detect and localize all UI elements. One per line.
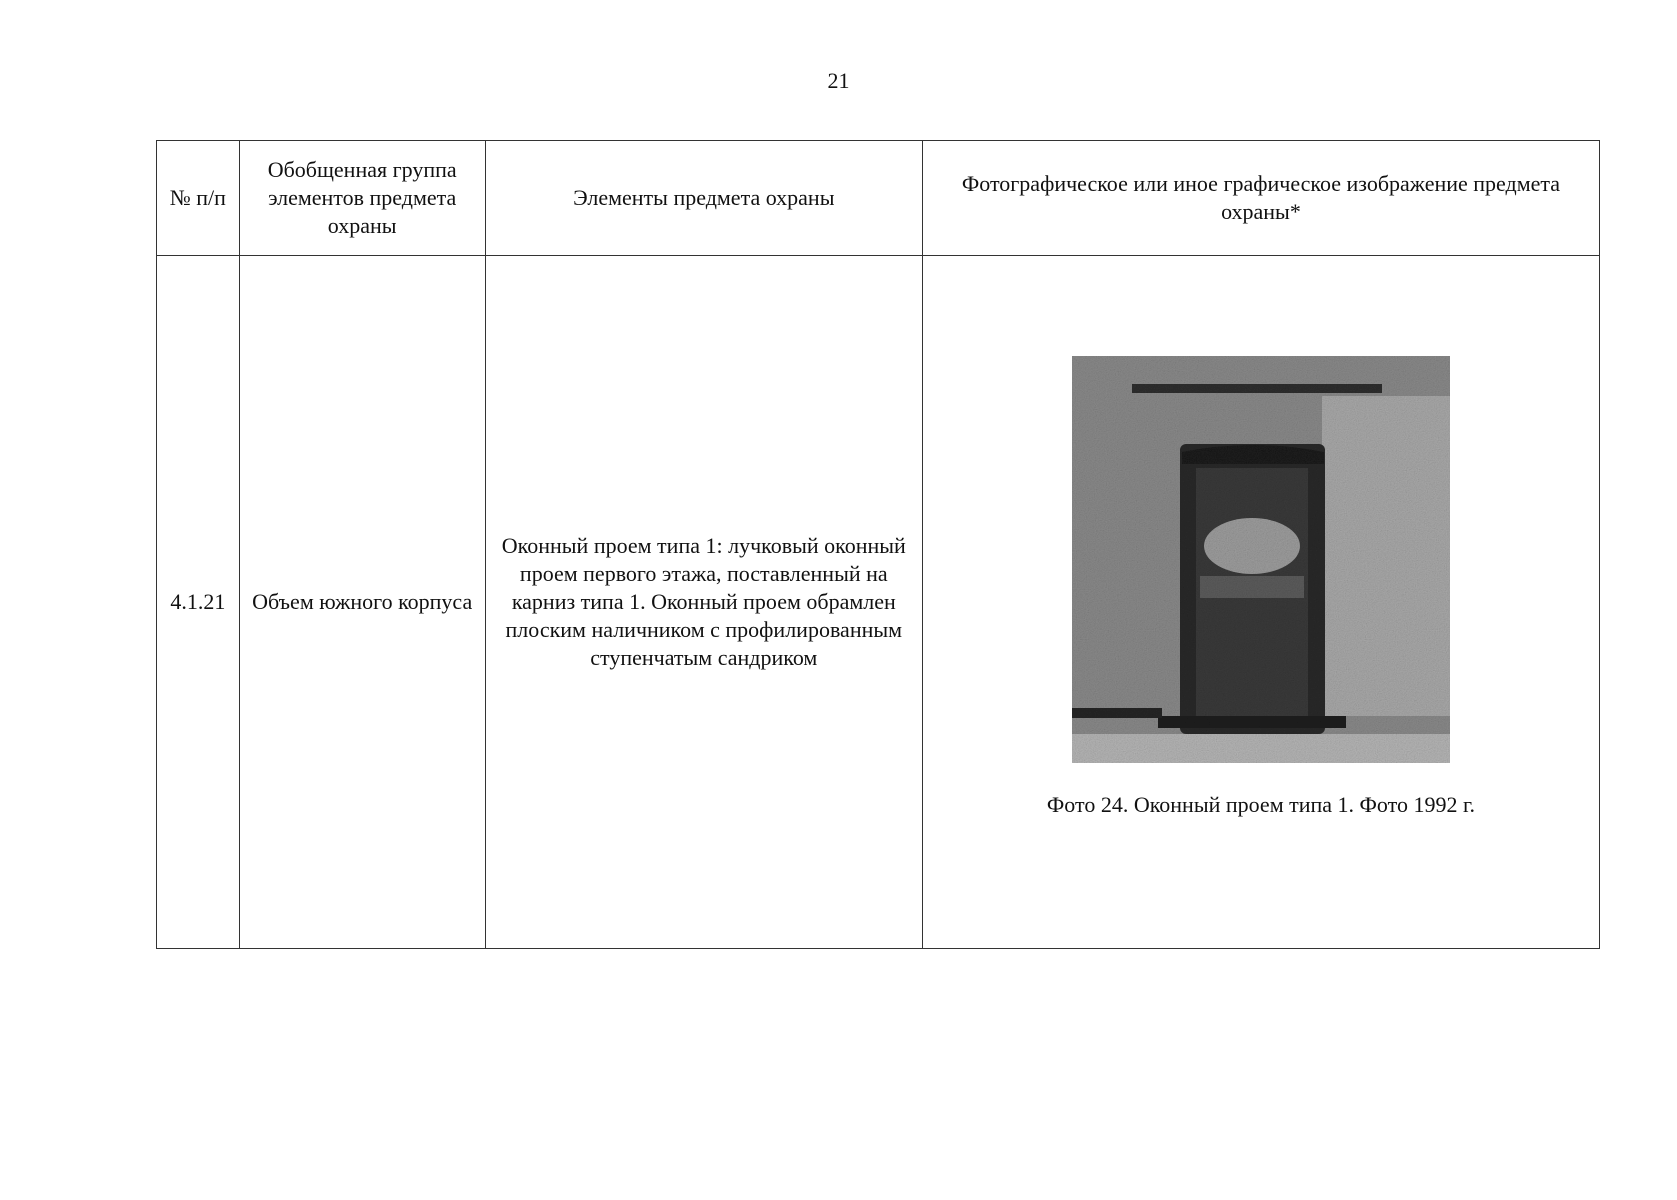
page-number: 21 — [827, 68, 850, 93]
header-image: Фотографическое или иное графическое изображение предмета охраны* — [922, 141, 1599, 256]
photo-window-glare-lower — [1200, 576, 1304, 598]
table-header-row — [157, 141, 1600, 256]
header-elements: Элементы предмета охраны — [485, 141, 922, 256]
row-number: 4.1.21 — [157, 256, 240, 949]
photo-caption: Фото 24. Оконный проем типа 1. Фото 1992 г. — [1046, 791, 1475, 817]
protection-subject-table — [156, 140, 1600, 949]
header-group: Обобщенная группа элементов предмета охраны — [239, 141, 485, 256]
table-row — [157, 256, 1600, 949]
photo-sill — [1158, 716, 1346, 728]
photo-cornice — [1132, 384, 1382, 393]
header-number: № п/п — [157, 141, 240, 256]
photo-ground — [1072, 734, 1450, 763]
row-group: Объем южного корпуса — [239, 256, 485, 949]
photo-window-glare — [1204, 518, 1300, 574]
row-image-cell — [922, 256, 1599, 949]
row-elements: Оконный проем типа 1: лучковый оконный проем первого этажа, поставленный на карниз типа 1. Оконный проем обрамлен плоским наличником с профилированным ступенчатым сандриком — [485, 256, 922, 949]
photo-wall-light — [1322, 396, 1450, 716]
photo-block — [931, 386, 1591, 819]
photo-lower-ledge — [1072, 708, 1162, 718]
window-photo — [1072, 356, 1450, 763]
